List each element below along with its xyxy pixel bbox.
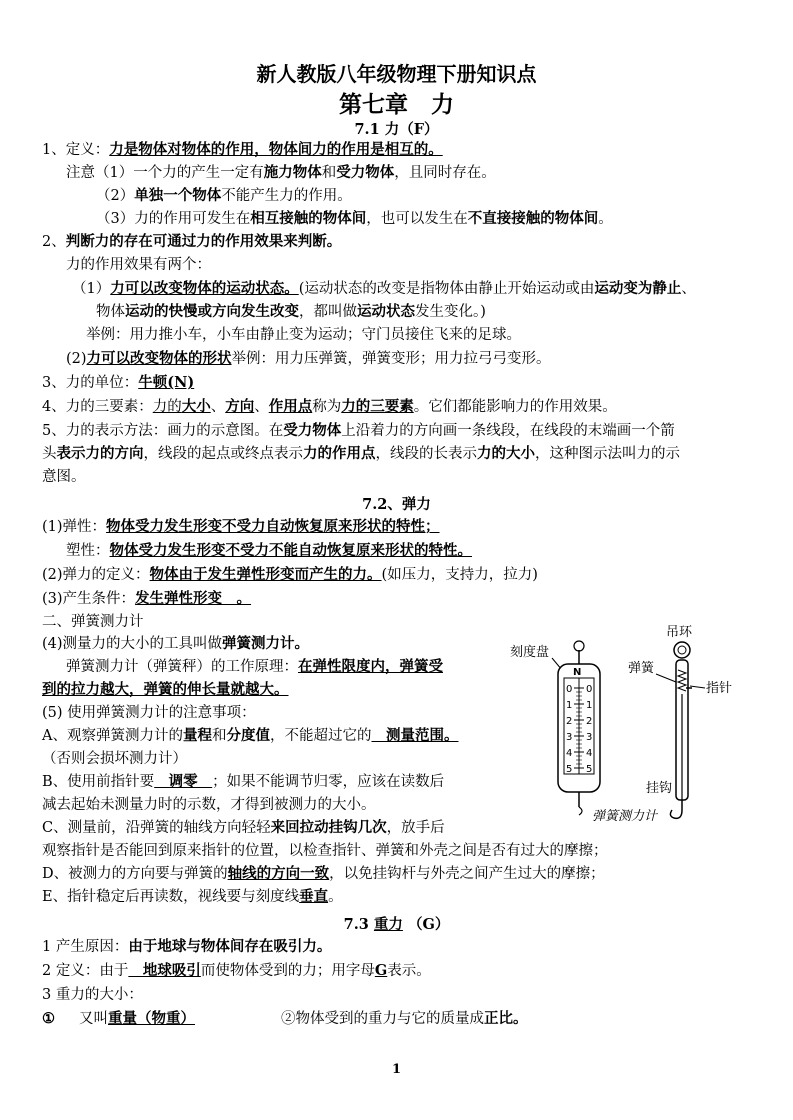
section-heading-7-2: 7.2、弹力 xyxy=(362,496,431,513)
label-hook: 挂钩 xyxy=(646,781,673,796)
text-line: 2、判断力的存在可通过力的作用效果来判断。 xyxy=(42,233,342,250)
text-line: D、被测力的方向要与弹簧的轴线的方向一致，以免挂钩杆与外壳之间产生过大的摩擦； xyxy=(42,865,605,882)
side-view xyxy=(670,642,692,818)
chapter-title: 第七章 力 xyxy=(339,91,454,118)
section-heading-7-1: 7.1 力（F） xyxy=(354,121,439,138)
tick-label-left: 3 xyxy=(566,732,573,743)
text-line: (5) 使用弹簧测力计的注意事项： xyxy=(42,705,256,721)
spring-balance-figure xyxy=(500,622,750,832)
dial-body xyxy=(558,641,600,815)
text-line: 观察指针是否能回到原来指针的位置，以检查指针、弹簧和外壳之间是否有过大的摩擦； xyxy=(42,843,608,859)
text-line: C、测量前，沿弹簧的轴线方向轻轻来回拉动挂钩几次，放手后 xyxy=(42,819,445,836)
tick-label-left: 4 xyxy=(566,748,573,759)
text-line: (4)测量力的大小的工具叫做弹簧测力计。 xyxy=(42,635,310,652)
text-line: (3)产生条件：发生弹性形变 。 xyxy=(42,590,252,607)
text-line: 注意（1）一个力的产生一定有施力物体和受力物体，且同时存在。 xyxy=(66,164,496,181)
figure-caption: 弹簧测力计 xyxy=(592,809,658,824)
text-line: 塑性：物体受力发生形变不受力不能自动恢复原来形状的特性。 xyxy=(66,542,472,559)
text-line: 3 重力的大小： xyxy=(42,987,143,1003)
text-line: 到的拉力越大，弹簧的伸长量就越大。 xyxy=(42,681,289,698)
label-spring: 弹簧 xyxy=(628,661,655,676)
tick-label-left: 2 xyxy=(566,716,573,727)
text-line: 举例：用力推小车，小车由静止变为运动；守门员接住飞来的足球。 xyxy=(86,327,521,343)
text-line: （否则会损坏测力计） xyxy=(42,751,187,767)
label-pointer: 指针 xyxy=(706,681,733,696)
text-line: （1）力可以改变物体的运动状态。(运动状态的改变是指物体由静止开始运动或由运动变为静止、 xyxy=(72,280,696,297)
tick-label-right: 0 xyxy=(586,684,593,695)
hook-icon xyxy=(670,800,682,818)
text-line: 二、弹簧测力计 xyxy=(42,614,144,630)
text-line: 弹簧测力计（弹簧秤）的工作原理：在弹性限度内，弹簧受 xyxy=(66,658,443,675)
label-n: N xyxy=(573,667,582,678)
tick-label-left: 0 xyxy=(566,684,573,695)
text-line: 物体运动的快慢或方向发生改变，都叫做运动状态发生变化。) xyxy=(96,303,486,320)
tick-label-right: 5 xyxy=(586,764,593,775)
label-dial: 刻度盘 xyxy=(510,645,550,660)
tick-label-right: 4 xyxy=(586,748,593,759)
tick-label-right: 3 xyxy=(586,732,593,743)
text-line: 4、力的三要素：力的大小、方向、作用点称为力的三要素。它们都能影响力的作用效果。 xyxy=(42,398,617,415)
text-line: （3）力的作用可发生在相互接触的物体间，也可以发生在不直接接触的物体间。 xyxy=(96,210,613,227)
text-line: (2)弹力的定义：物体由于发生弹性形变而产生的力。(如压力，支持力，拉力) xyxy=(42,566,538,583)
text-line: B、使用前指针要 调零 ；如果不能调节归零，应该在读数后 xyxy=(42,773,445,790)
text-line: 意图。 xyxy=(42,469,86,485)
tick-label-right: 1 xyxy=(586,700,593,711)
text-line: 减去起始未测量力时的示数，才得到被测力的大小。 xyxy=(42,797,376,813)
text-line: 1 产生原因：由于地球与物体间存在吸引力。 xyxy=(42,938,332,955)
text-line: 3、力的单位：牛顿(N) xyxy=(42,374,195,391)
section-heading-7-3: 7.3 重力 （G） xyxy=(343,916,450,933)
text-line: （2）单独一个物体不能产生力的作用。 xyxy=(96,187,352,204)
text-line: 5、力的表示方法：画力的示意图。在受力物体上沿着力的方向画一条线段，在线段的末端画一个箭 xyxy=(42,422,675,439)
text-line: 2 定义：由于 地球吸引而使物体受到的力；用字母G表示。 xyxy=(42,962,431,979)
tick-label-left: 5 xyxy=(566,764,573,775)
label-ring: 吊环 xyxy=(666,625,693,640)
text-line: 力的作用效果有两个： xyxy=(66,257,211,273)
text-line: A、观察弹簧测力计的量程和分度值，不能超过它的 测量范围。 xyxy=(42,727,459,744)
text-line: E、指针稳定后再读数，视线要与刻度线垂直。 xyxy=(42,888,343,905)
document-title: 新人教版八年级物理下册知识点 xyxy=(256,62,537,86)
text-line: 1、定义：力是物体对物体的作用，物体间力的作用是相互的。 xyxy=(42,141,443,158)
text-line: 头表示力的方向，线段的起点或终点表示力的作用点，线段的长表示力的大小，这种图示法叫力的示 xyxy=(42,445,680,462)
text-line: ① 又叫重量（物重） ②物体受到的重力与它的质量成正比。 xyxy=(42,1010,528,1027)
tick-label-right: 2 xyxy=(586,716,593,727)
text-line: (2)力可以改变物体的形状举例：用力压弹簧，弹簧变形；用力拉弓弓变形。 xyxy=(66,350,551,367)
page-number: 1 xyxy=(391,1062,402,1077)
tick-label-left: 1 xyxy=(566,700,573,711)
text-line: (1)弹性：物体受力发生形变不受力自动恢复原来形状的特性； xyxy=(42,518,440,535)
